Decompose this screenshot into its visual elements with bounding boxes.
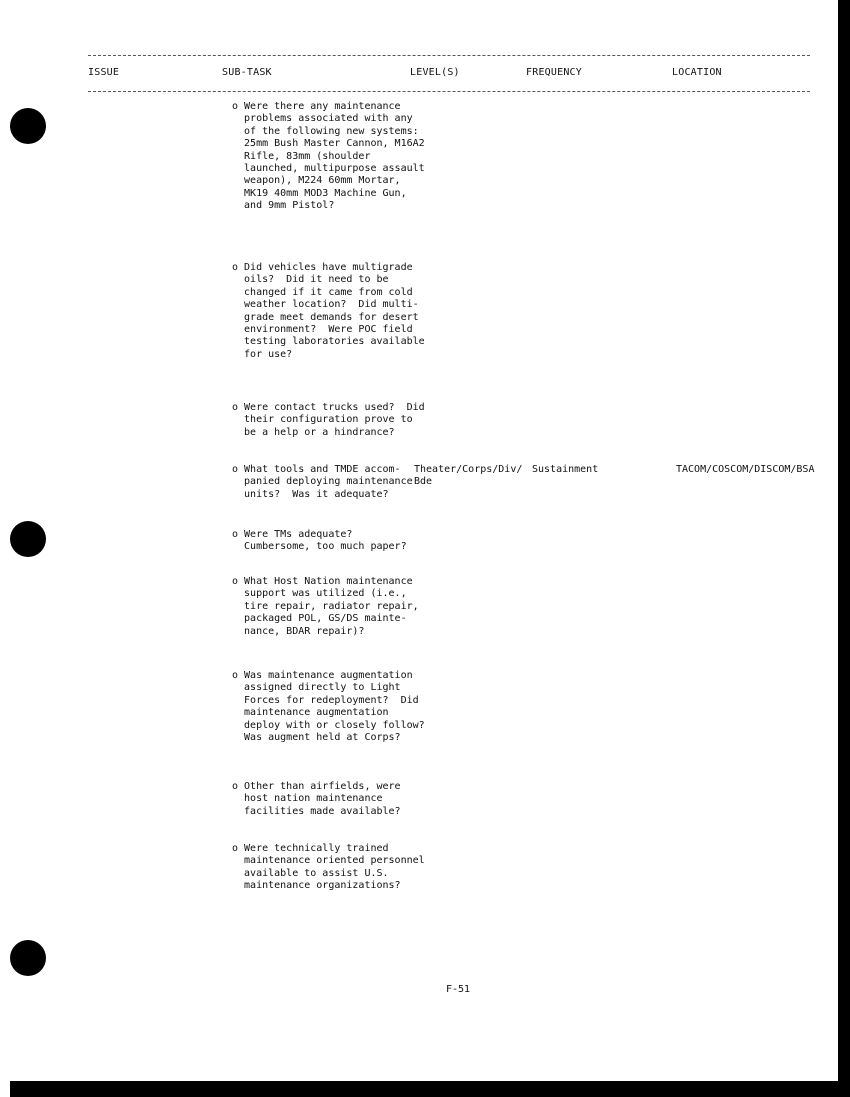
page-bottom-border [10, 1081, 850, 1097]
subtask-new-systems-maintenance: o Were there any maintenance problems associated with any of the following new systems: 25mm Bush Master Cannon, M16A2 Rifle, 83mm (shoulder launched, multipurpose assault weapon), M224 60mm Mortar, MK19 40mm MOD3 Machine Gun, and 9mm Pistol? [232, 101, 425, 212]
punch-hole-bottom [10, 940, 46, 976]
header-subtask: SUB-TASK [222, 67, 272, 78]
subtask-host-nation-support: o What Host Nation maintenance support was utilized (i.e., tire repair, radiator repair, packaged POL, GS/DS mainte- nance, BDAR repair)? [232, 576, 419, 637]
header-levels: LEVEL(S) [410, 67, 460, 78]
header-frequency: FREQUENCY [526, 67, 582, 78]
punch-hole-top [10, 108, 46, 144]
header-rule-top [88, 55, 810, 56]
header-rule-bottom [88, 91, 810, 92]
subtask-trained-personnel: o Were technically trained maintenance oriented personnel available to assist U.S. maintenance organizations? [232, 843, 425, 892]
punch-hole-middle [10, 521, 46, 557]
header-issue: ISSUE [88, 67, 120, 78]
subtask-host-nation-facilities: o Other than airfields, were host nation maintenance facilities made available? [232, 781, 401, 817]
tools-row-frequency: Sustainment [532, 464, 599, 475]
page-number: F-51 [446, 984, 471, 995]
subtask-maintenance-augmentation: o Was maintenance augmentation assigned directly to Light Forces for redeployment? Did maintenance augmentation deploy with or closely follow? Was augment held at Corps? [232, 670, 425, 744]
subtask-contact-trucks: o Were contact trucks used? Did their configuration prove to be a help or a hindrance? [232, 402, 425, 438]
page-right-border [838, 0, 850, 1097]
subtask-tms-adequate: o Were TMs adequate? Cumbersome, too much paper? [232, 529, 407, 553]
subtask-tools-tmde: o What tools and TMDE accom- panied deploying maintenance units? Was it adequate? [232, 464, 413, 500]
header-location: LOCATION [672, 67, 722, 78]
tools-row-location: TACOM/COSCOM/DISCOM/BSA [676, 464, 815, 475]
subtask-multigrade-oils: o Did vehicles have multigrade oils? Did it need to be changed if it came from cold weather location? Did multi- grade meet demands for desert environment? Were POC field testing laboratories available for use? [232, 262, 425, 360]
tools-row-levels: Theater/Corps/Div/ Bde [414, 464, 523, 488]
